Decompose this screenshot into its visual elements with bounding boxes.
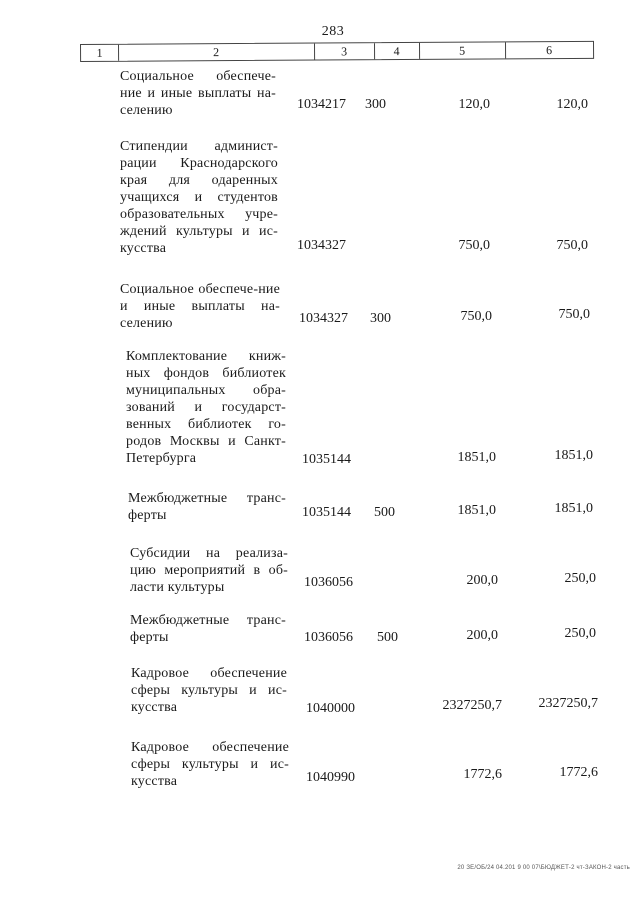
- row-name: Комплектование книж-ных фондов библиотек муниципальных обра-зований и государст-венных библиотек го-родов Москвы и Санкт-Петербурга: [126, 349, 286, 466]
- row-name: Социальное обеспече-ние и иные выплаты на-селению: [120, 282, 280, 331]
- row-value-5: 200,0: [466, 628, 498, 643]
- column-header-1: 1: [81, 45, 119, 61]
- row-value-6: 2327250,7: [538, 696, 598, 711]
- row-name: Стипендии админист-рации Краснодарского края для одаренных учащихся и студентов образовательных учре-ждений культуры и ис-кусства: [120, 139, 278, 256]
- row-value-5: 1851,0: [457, 503, 496, 518]
- column-header-4: 4: [374, 43, 420, 59]
- row-code: 1035144: [302, 452, 351, 467]
- table-header-row: [80, 41, 594, 62]
- row-name: Межбюджетные транс-ферты: [130, 613, 286, 645]
- row-code: 1036056: [304, 630, 353, 645]
- row-value-5: 120,0: [458, 97, 490, 112]
- row-code: 1034217: [297, 97, 346, 112]
- row-name: Социальное обеспече-ние и иные выплаты на-селению: [120, 69, 276, 118]
- column-header-3: 3: [314, 43, 375, 59]
- row-vr: 300: [370, 311, 391, 326]
- row-value-6: 1851,0: [554, 501, 593, 516]
- row-code: 1040000: [306, 701, 355, 716]
- row-vr: 300: [365, 97, 386, 112]
- row-vr: 500: [374, 505, 395, 520]
- row-value-5: 200,0: [466, 573, 498, 588]
- row-value-5: 750,0: [460, 309, 492, 324]
- column-header-5: 5: [419, 42, 506, 59]
- row-value-5: 2327250,7: [442, 698, 502, 713]
- row-vr: 500: [377, 630, 398, 645]
- row-value-6: 1772,6: [559, 765, 598, 780]
- column-header-6: 6: [546, 43, 553, 58]
- row-code: 1040990: [306, 770, 355, 785]
- row-value-6: 250,0: [564, 626, 596, 641]
- row-code: 1036056: [304, 575, 353, 590]
- column-header-2: 2: [118, 44, 315, 61]
- row-name: Кадровое обеспечение сферы культуры и ис-кусства: [131, 740, 289, 789]
- row-value-6: 750,0: [558, 307, 590, 322]
- row-name: Субсидии на реализа-цию мероприятий в об-ласти культуры: [130, 546, 288, 595]
- footer-file-path: 20 ЗЕ/ОБ/24 04.201 9 00 07\БЮДЖЕТ-2 чт-ЗАКОН-2 часть: [457, 865, 630, 871]
- row-value-5: 1772,6: [463, 767, 502, 782]
- row-value-5: 1851,0: [457, 450, 496, 465]
- row-name: Межбюджетные транс-ферты: [128, 491, 286, 523]
- row-value-6: 120,0: [556, 97, 588, 112]
- row-code: 1035144: [302, 505, 351, 520]
- row-value-5: 750,0: [458, 238, 490, 253]
- row-value-6: 750,0: [556, 238, 588, 253]
- row-value-6: 250,0: [564, 571, 596, 586]
- row-value-6: 1851,0: [554, 448, 593, 463]
- row-code: 1034327: [297, 238, 346, 253]
- page-number: 283: [321, 24, 345, 39]
- row-name: Кадровое обеспечение сферы культуры и ис-кусства: [131, 666, 287, 715]
- row-code: 1034327: [299, 311, 348, 326]
